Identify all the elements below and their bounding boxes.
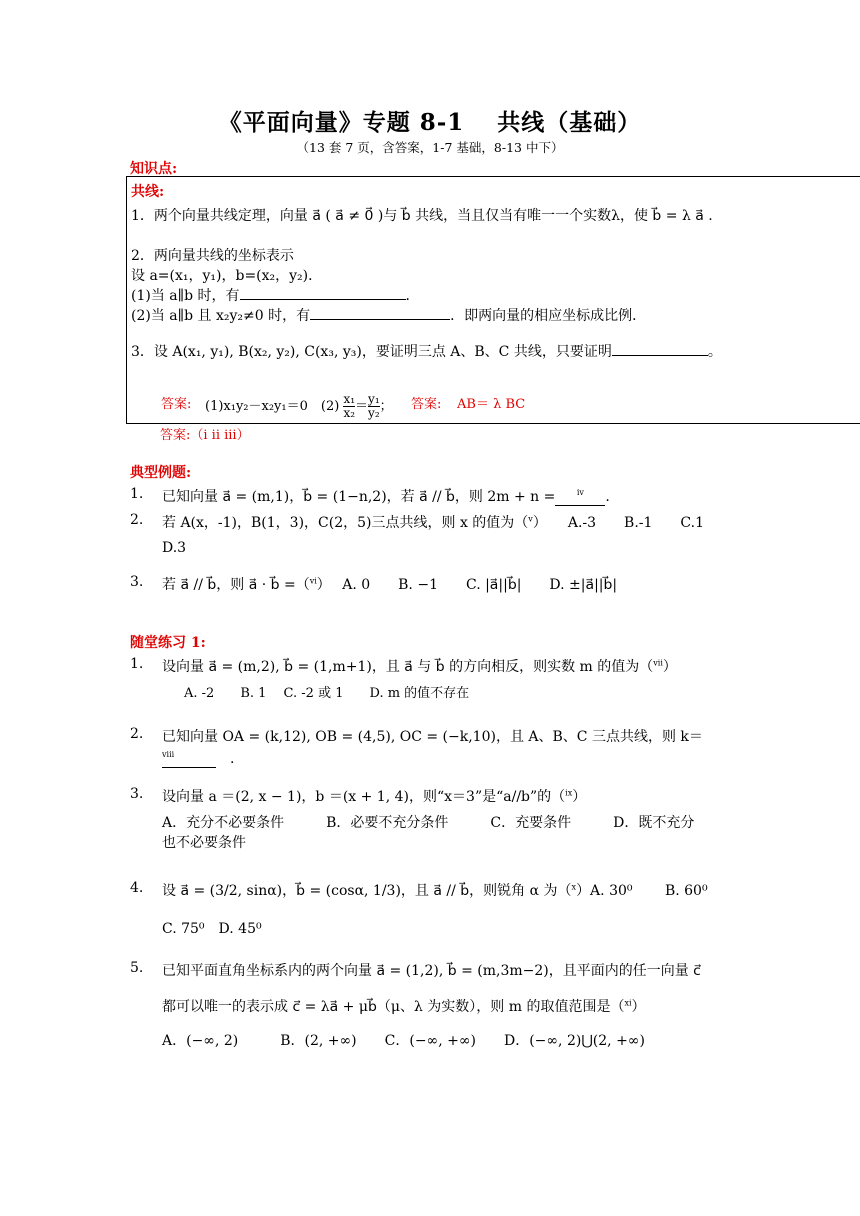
page-subtitle: （13 套 7 页，含答案，1-7 基础，8-13 中下） [296,140,564,155]
example-2-text: 若 A(x，-1)，B(1，3)，C(2，5)三点共线，则 x 的值为（ [162,515,529,531]
practice-3 [162,786,586,806]
practice-1-options: A. -2 B. 1 C. -2 或 1 D. m 的值不存在 [184,686,470,701]
item2-a: (1)当 a∥b 时，有 ． [131,288,420,304]
ref-viii: viii [162,750,175,760]
blank-ex1 [555,488,605,506]
practice-number: 1. [130,656,144,672]
example-2-option-d: D.3 [162,540,187,556]
practice-2-blank [162,748,234,768]
example-3-text: 若 a⃗ // b⃗，则 a⃗ · b⃗ =（ [162,577,310,593]
example-2-tail: ） A.-3 B.-1 C.1 [532,515,704,531]
practice-1-tail: ） [662,659,677,675]
practice-5-options: A．(−∞, 2) B．(2, +∞) C．(−∞, +∞) D．(−∞, 2)⋃(2, +∞) [162,1033,645,1049]
practice-3-text: 设向量 a ＝(2, x − 1)，b ＝(x + 1, 4)，则“x＝3”是“a//b”的（ [162,789,566,805]
practice-1 [162,656,677,676]
fraction-y [368,393,380,420]
practice-2-tail: . [216,751,235,767]
ref-iv: iv [576,488,584,498]
practice-4-options-cont: C. 75⁰ D. 45⁰ [162,921,262,937]
answer-label-1: 答案: [161,397,192,412]
practice-2: 已知向量 OA = (k,12), OB = (4,5), OC = (−k,10)，且 A、B、C 三点共线，则 k＝ [162,729,703,745]
practice-1-text: 设向量 a⃗ = (m,2), b⃗ = (1,m+1)，且 a⃗ 与 b⃗ 的方向相反，则实数 m 的值为（ [162,659,654,675]
practice-number: 5. [130,960,144,976]
practice-number: 2. [130,726,144,742]
ref-vi: vi [309,576,317,586]
fraction-x [343,393,355,420]
example-number: 3. [130,574,144,590]
ref-v: v [528,514,533,524]
practice-number: 3. [130,786,144,802]
practice-4-tail: ）A. 30⁰ B. 60⁰ [576,883,708,899]
example-3 [162,574,617,594]
answer-2: AB＝ λ BC [457,397,526,412]
practice-5-tail: ） [631,999,646,1015]
item2-b [131,305,646,325]
frac-top-y: y₁ [368,392,380,406]
blank-2b [310,319,450,320]
item2-set: 设 a=(x₁，y₁)，b=(x₂，y₂)． [131,268,323,284]
practice-3-options: A．充分不必要条件 B．必要不充分条件 C．充要条件 D．既不充分 [162,815,695,831]
practice-5-cont [162,996,646,1016]
item2-b-suffix: ．即两向量的相应坐标成比例． [450,308,647,324]
examples-label: 典型例题: [130,465,192,481]
item3-suffix: 。 [707,344,722,360]
item3 [131,341,722,361]
blank-3 [612,355,708,356]
box-header: 共线: [131,184,165,200]
practice-4 [162,880,708,900]
example-number: 1. [130,486,144,502]
example-number: 2. [130,512,144,528]
practice-4-text: 设 a⃗ = (3/2, sinα)，b⃗ = (cosα, 1/3)，且 a⃗ // b⃗，则锐角 α 为（ [162,883,572,899]
practice-label: 随堂练习 1: [130,635,206,651]
item3-prefix: 3．设 A(x₁, y₁), B(x₂, y₂), C(x₃, y₃)，要证明三点 A、B、C 共线，只要证明 [131,344,612,360]
answer-1-text: (1)x₁y₂－x₂y₁＝0 (2) [205,399,340,414]
ref-xi: xi [624,998,632,1008]
practice-5-cont-text: 都可以唯一的表示成 c⃗ = λa⃗ + μb⃗（μ、λ 为实数），则 m 的取值范围是（ [162,999,625,1015]
example-1-text: 已知向量 a⃗ = (m,1)，b⃗ = (1−n,2)，若 a⃗ // b⃗，则 2m + n = [162,489,556,505]
item2-title: 2．两向量共线的坐标表示 [131,248,294,264]
blank-p2 [162,750,216,768]
item2-a-prefix: (1)当 a∥b 时，有 [131,288,240,304]
ref-x: x [571,882,577,892]
after-box-answer: 答案:（i ii iii） [160,428,250,443]
frac-bot-x: x₂ [343,406,356,420]
page-title: 《平面向量》专题 8-1 共线（基础） [218,109,642,136]
answer-label-2: 答案: [411,397,442,412]
ref-vii: vii [653,658,663,668]
frac-top-x: x₁ [343,392,356,406]
answer-1: (1)x₁y₂－x₂y₁＝0 (2) $\frac{\text{x₁}}{\text{x₂}}$ ＝ $\frac{\text{y₁}}{\text{y₂}}$ ； [205,392,393,420]
frac-bot-y: y₂ [368,406,380,420]
ref-ix: ix [565,788,573,798]
practice-5: 已知平面直角坐标系内的两个向量 a⃗ = (1,2), b⃗ = (m,3m−2)，且平面内的任一向量 c⃗ [162,963,701,979]
example-3-tail: ） A. 0 B. −1 C. |a⃗||b⃗| D. ±|a⃗||b⃗| [316,577,618,593]
practice-number: 4. [130,880,144,896]
practice-3-tail: ） [572,789,587,805]
practice-3-options-cont: 也不必要条件 [162,835,246,851]
example-1 [162,486,610,506]
knowledge-box [126,176,860,424]
knowledge-label: 知识点: [130,161,178,177]
example-2 [162,512,704,532]
item1: 1．两个向量共线定理，向量 a⃗ ( a⃗ ≠ 0⃗ )与 b⃗ 共线，当且仅当有唯一一个实数λ，使 b⃗ = λ a⃗ . [131,208,713,224]
item2-b-prefix: (2)当 a∥b 且 x₂y₂≠0 时，有 [131,308,311,324]
blank-2a [240,299,406,300]
example-1-tail: . [605,489,610,505]
